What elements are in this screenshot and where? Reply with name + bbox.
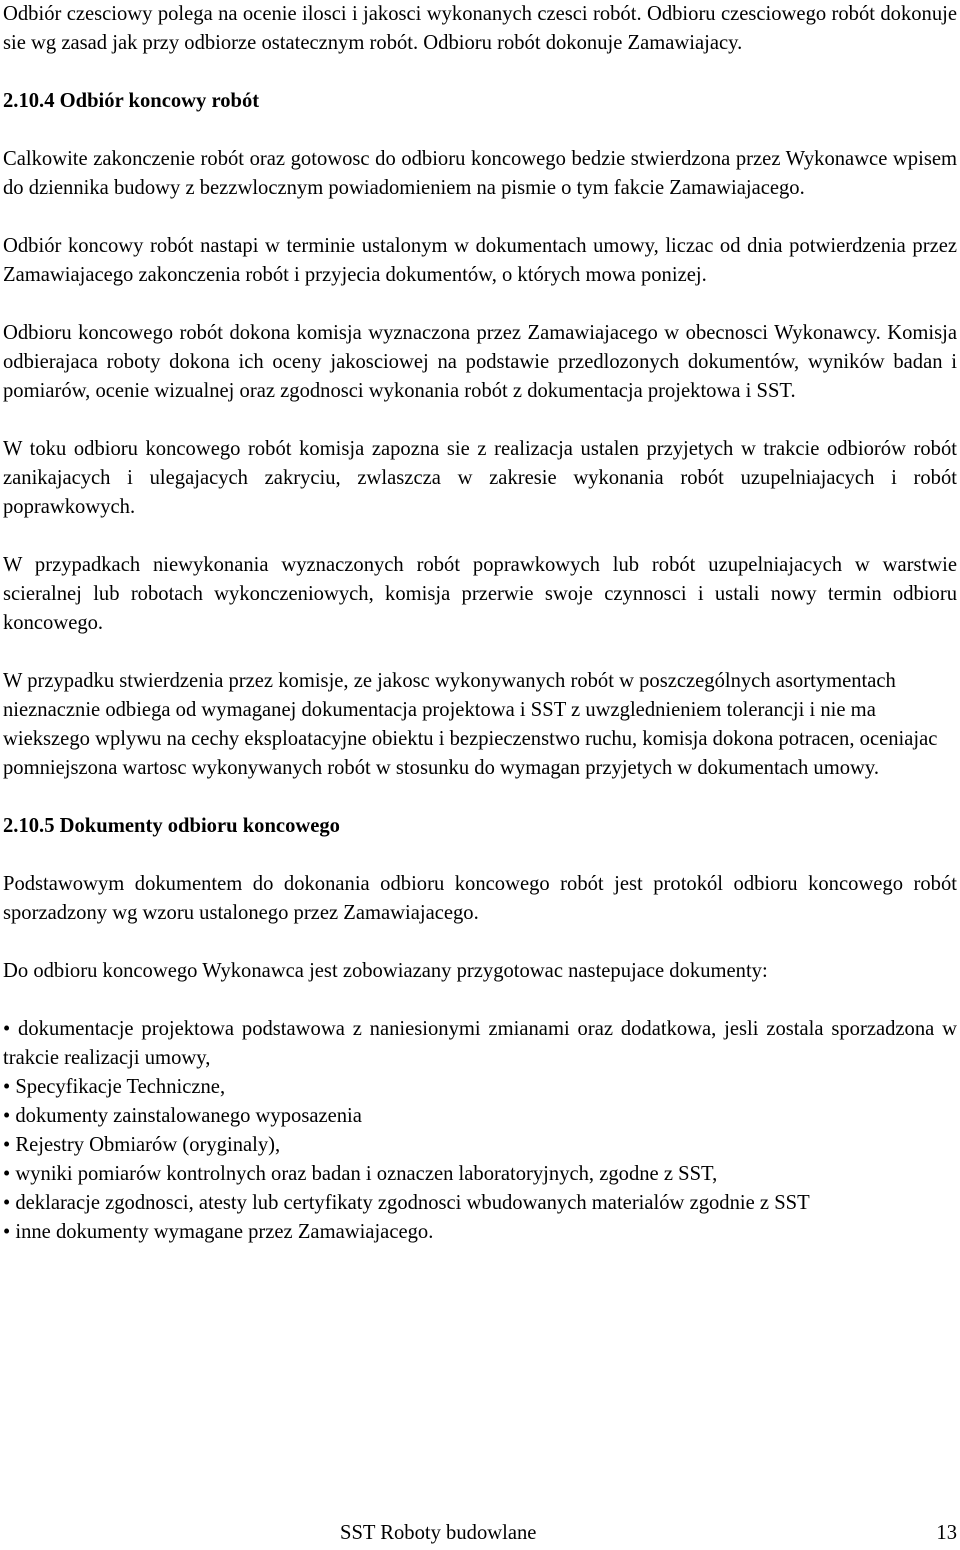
footer-title: SST Roboty budowlane (340, 1522, 537, 1544)
document-page (3, 0, 957, 1247)
paragraph-partial-acceptance: Odbiór czesciowy polega na ocenie ilosci i jakosci wykonanych czesci robót. Odbioru czesciowego robót dokonuje sie wg zasad jak przy odbiorze ostatecznym robót. Odbioru robót dokonuje Zamawiajacy. (3, 3, 957, 54)
page-footer (0, 1519, 960, 1548)
paragraph-quality-deductions: W przypadku stwierdzenia przez komisje, ze jakosc wykonywanych robót w poszczególnych asortymentach nieznacznie odbiega od wymaganej dokumentacja projektowa i SST z uwzglednieniem tolerancji i nie ma wiekszego wplywu na cechy eksploatacyjne obiektu i bezpieczenstwo ruchu, komisja dokona potracen, oceniajac pomniejszona wartosc wykonywanych robót w stosunku do wymagan przyjetych w dokumentach umowy. (3, 670, 938, 779)
list-item: • wyniki pomiarów kontrolnych oraz badan i oznaczen laboratoryjnych, zgodne z SST, (3, 1163, 718, 1185)
required-documents-list (3, 1015, 957, 1247)
list-item: • Rejestry Obmiarów (oryginaly), (3, 1134, 281, 1156)
paragraph-acceptance-protocol: Podstawowym dokumentem do dokonania odbioru koncowego robót jest protokól odbioru koncowego robót sporzadzony wg wzoru ustalonego przez Zamawiajacego. (3, 873, 957, 924)
paragraph-completion-notice: Calkowite zakonczenie robót oraz gotowosc do odbioru koncowego bedzie stwierdzona przez Wykonawce wpisem do dziennika budowy z bezzwlocznym powiadomieniem na pismie o tym fakcie Zamawiajacego. (3, 148, 957, 199)
list-item: • dokumentacje projektowa podstawowa z naniesionymi zmianami oraz dodatkowa, jesli zostala sporzadzona w trakcie realizacji umowy, (3, 1018, 957, 1069)
list-item: • Specyfikacje Techniczne, (3, 1076, 226, 1098)
paragraph-required-documents-intro: Do odbioru koncowego Wykonawca jest zobowiazany przygotowac nastepujace dokumenty: (3, 960, 768, 982)
section-heading-final-acceptance: 2.10.4 Odbiór koncowy robót (3, 90, 260, 112)
list-item: • deklaracje zgodnosci, atesty lub certyfikaty zgodnosci wbudowanych materialów zgodnie z SST (3, 1192, 810, 1214)
paragraph-commission: Odbioru koncowego robót dokona komisja wyznaczona przez Zamawiajacego w obecnosci Wykonawcy. Komisja odbierajaca roboty dokona ich oceny jakosciowej na podstawie przedlozonych dokumentów, wyników badan i pomiarów, ocenie wizualnej oraz zgodnosci wykonania robót z dokumentacja projektowa i SST. (3, 322, 957, 402)
list-item: • dokumenty zainstalowanego wyposazenia (3, 1105, 362, 1127)
paragraph-unfinished-works: W przypadkach niewykonania wyznaczonych robót poprawkowych lub robót uzupelniajacych w warstwie scieralnej lub robotach wykonczeniowych, komisja przerwie swoje czynnosci i ustali nowy termin odbioru koncowego. (3, 554, 957, 634)
section-heading-final-documents: 2.10.5 Dokumenty odbioru koncowego (3, 815, 340, 837)
paragraph-final-acceptance-date: Odbiór koncowy robót nastapi w terminie ustalonym w dokumentach umowy, liczac od dnia potwierdzenia przez Zamawiajacego zakonczenia robót i przyjecia dokumentów, o których mowa ponizej. (3, 235, 957, 286)
page-number: 13 (936, 1522, 957, 1544)
list-item: • inne dokumenty wymagane przez Zamawiajacego. (3, 1221, 434, 1243)
paragraph-commission-review: W toku odbioru koncowego robót komisja zapozna sie z realizacja ustalen przyjetych w trakcie odbiorów robót zanikajacych i ulegajacych zakryciu, zwlaszcza w zakresie wykonania robót uzupelniajacych i robót poprawkowych. (3, 438, 957, 518)
